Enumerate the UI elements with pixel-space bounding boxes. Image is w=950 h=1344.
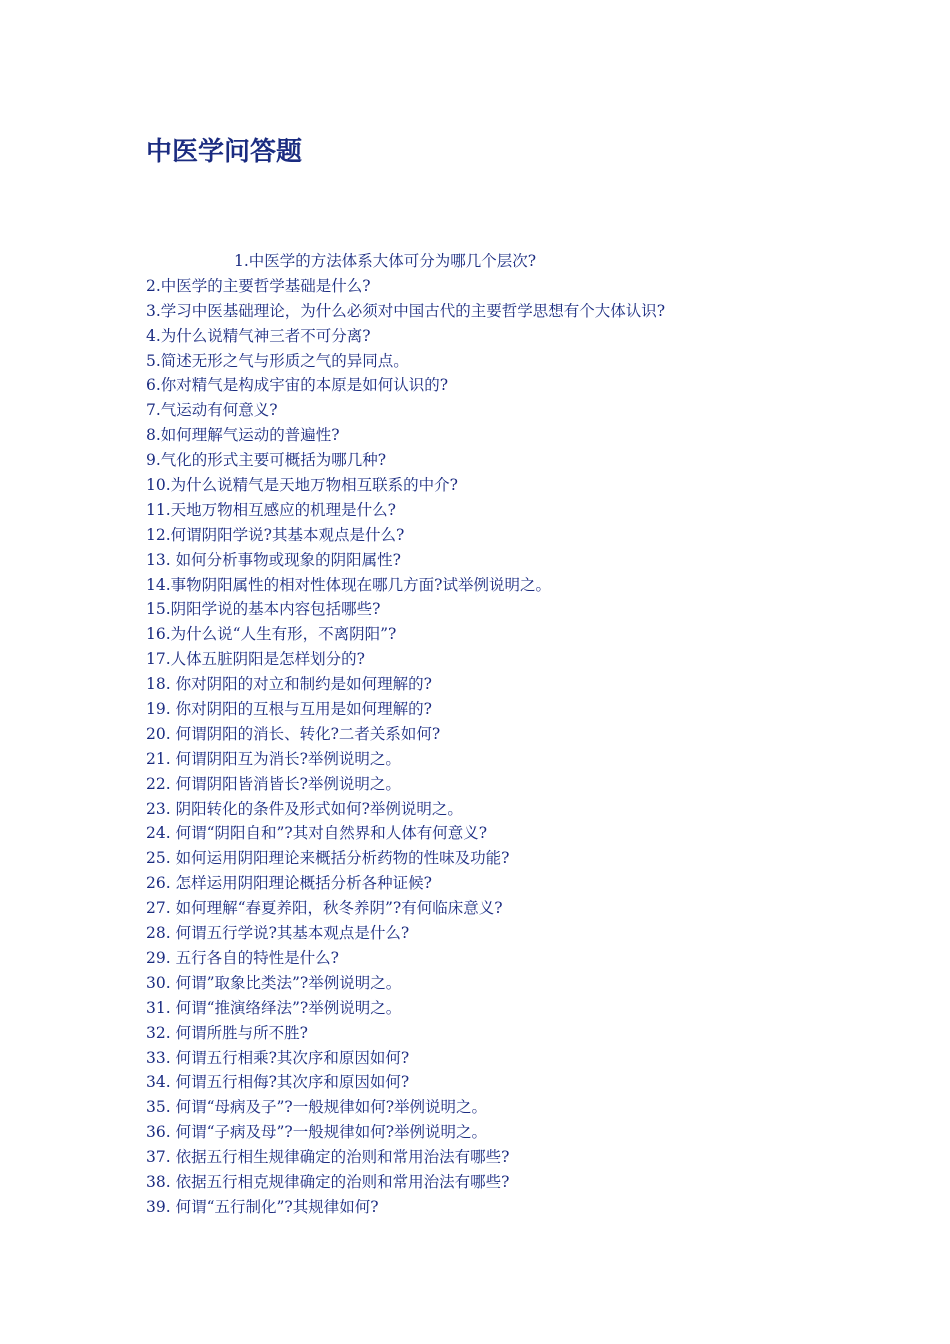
question-item: 7.气运动有何意义? (146, 401, 278, 420)
question-item: 36. 何谓“子病及母”?一般规律如何?举例说明之。 (146, 1123, 488, 1142)
question-item: 15.阴阳学说的基本内容包括哪些? (146, 600, 381, 619)
question-item: 30. 何谓”取象比类法”?举例说明之。 (146, 973, 402, 992)
question-item: 17.人体五脏阴阳是怎样划分的? (146, 650, 365, 669)
question-item: 1.中医学的方法体系大体可分为哪几个层次? (234, 252, 537, 270)
question-item: 9.气化的形式主要可概括为哪几种? (146, 451, 387, 470)
question-item: 10.为什么说精气是天地万物相互联系的中介? (146, 476, 458, 495)
document-title: 中医学问答题 (146, 137, 303, 167)
question-item: 2.中医学的主要哲学基础是什么? (146, 276, 371, 295)
question-item: 8.如何理解气运动的普遍性? (146, 426, 340, 445)
question-item: 6.你对精气是构成宇宙的本原是如何认识的? (146, 376, 449, 395)
question-item: 32. 何谓所胜与所不胜? (146, 1023, 308, 1042)
question-item: 21. 何谓阴阳互为消长?举例说明之。 (146, 749, 401, 768)
question-item: 16.为什么说“人生有形，不离阴阳”? (146, 625, 397, 644)
question-list (146, 249, 926, 1220)
question-item: 38. 依据五行相克规律确定的治则和常用治法有哪些? (146, 1172, 510, 1191)
question-item: 5.简述无形之气与形质之气的异同点。 (146, 351, 409, 370)
question-item: 3.学习中医基础理论，为什么必须对中国古代的主要哲学思想有个大体认识? (146, 301, 666, 320)
question-item: 27. 如何理解“春夏养阳，秋冬养阴”?有何临床意义? (146, 899, 503, 918)
question-item: 37. 依据五行相生规律确定的治则和常用治法有哪些? (146, 1148, 510, 1167)
question-item: 14.事物阴阳属性的相对性体现在哪几方面?试举例说明之。 (146, 575, 551, 594)
question-item: 18. 你对阴阳的对立和制约是如何理解的? (146, 675, 432, 694)
question-item: 29. 五行各自的特性是什么? (146, 948, 339, 967)
question-item: 33. 何谓五行相乘?其次序和原因如何? (146, 1048, 410, 1067)
question-item: 19. 你对阴阳的互根与互用是如何理解的? (146, 700, 432, 719)
question-item: 31. 何谓“推演络绎法”?举例说明之。 (146, 998, 402, 1017)
question-item: 12.何谓阴阳学说?其基本观点是什么? (146, 525, 405, 544)
question-item: 35. 何谓“母病及子”?一般规律如何?举例说明之。 (146, 1098, 488, 1117)
question-item: 20. 何谓阴阳的消长、转化?二者关系如何? (146, 724, 441, 743)
question-item: 23. 阴阳转化的条件及形式如何?举例说明之。 (146, 799, 463, 818)
question-item: 25. 如何运用阴阳理论来概括分析药物的性味及功能? (146, 849, 510, 868)
question-item: 13. 如何分析事物或现象的阴阳属性? (146, 550, 401, 569)
question-item: 28. 何谓五行学说?其基本观点是什么? (146, 924, 410, 943)
question-item: 11.天地万物相互感应的机理是什么? (146, 500, 396, 519)
question-item: 39. 何谓“五行制化”?其规律如何? (146, 1197, 379, 1216)
question-item: 4.为什么说精气神三者不可分离? (146, 326, 371, 345)
question-item: 22. 何谓阴阳皆消皆长?举例说明之。 (146, 774, 401, 793)
question-item: 24. 何谓“阴阳自和”?其对自然界和人体有何意义? (146, 824, 488, 843)
question-item: 26. 怎样运用阴阳理论概括分析各种证候? (146, 874, 432, 893)
question-item: 34. 何谓五行相侮?其次序和原因如何? (146, 1073, 410, 1092)
